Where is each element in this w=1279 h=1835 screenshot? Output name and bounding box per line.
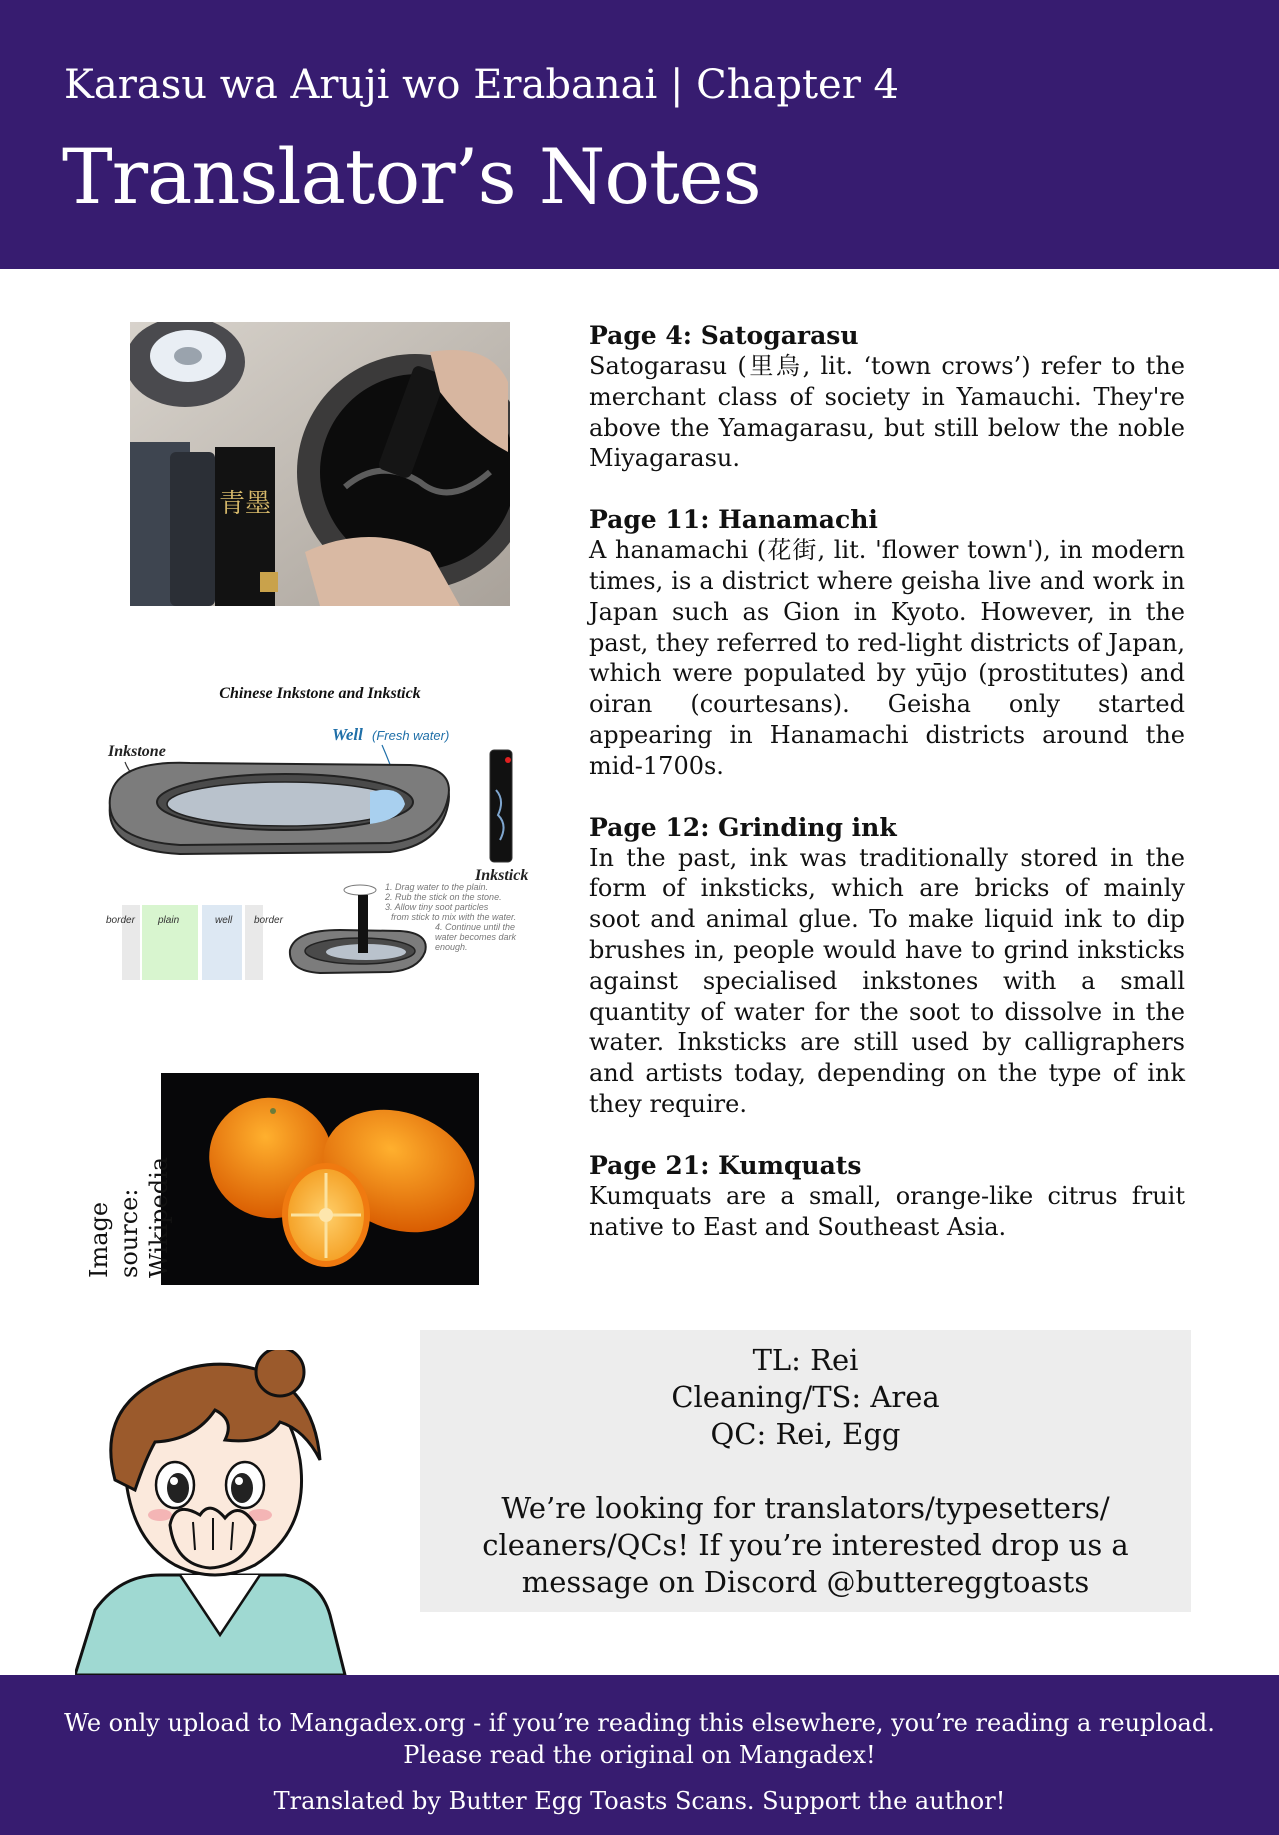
footer-upload-notice: We only upload to Mangadex.org - if you’re reading this elsewhere, you’re reading a reupload. <box>64 1709 1215 1737</box>
credit-translator: TL: Rei <box>752 1343 859 1377</box>
note-heading: Page 12: Grinding ink <box>589 812 897 842</box>
step-text-5: 4. Continue until the <box>435 922 516 932</box>
page-title: Translator’s Notes <box>62 132 761 221</box>
strip-label-border-left: border <box>106 915 135 926</box>
note-heading: Page 4: Satogarasu <box>589 321 859 350</box>
well-note: (Fresh water) <box>372 728 450 743</box>
image-source-caption <box>84 1118 174 1278</box>
strip-label-border-right: border <box>254 915 283 926</box>
inkstone-label: Inkstone <box>108 743 166 760</box>
footer-credit-line: Translated by Butter Egg Toasts Scans. Support the author! <box>273 1787 1006 1815</box>
note-heading: Page 11: Hanamachi <box>589 505 878 535</box>
step-text-3: 3. Allow tiny soot particles <box>385 902 489 912</box>
notes-column <box>589 320 1185 1272</box>
credit-cleaning-typesetting: Cleaning/TS: Area <box>671 1380 940 1414</box>
well-label: Well <box>332 725 363 744</box>
image-source-name: Wikipedia <box>145 1156 173 1278</box>
note-grinding-ink <box>589 812 1185 1120</box>
step-text-6: water becomes dark <box>435 932 517 942</box>
strip-label-plain: plain <box>158 915 180 926</box>
inkstick-characters: 青墨 <box>218 489 272 519</box>
inkstone-diagram <box>100 680 540 990</box>
credit-qc: QC: Rei, Egg <box>710 1417 901 1451</box>
recruit-line-2: cleaners/QCs! If you’re interested drop us a <box>482 1528 1129 1562</box>
note-body: In the past, ink was traditionally stored in the form of inksticks, which are bricks of mainly soot and animal glue. To make liquid ink to dip brushes in, people would have to grind inksticks against specialised inkstones with a small quantity of water for the soot to dissolve in the water. Inksticks are still used by calligraphers and artists today, depending on the type of ink they require. <box>589 843 1185 1118</box>
credits-box <box>420 1330 1191 1612</box>
step-text-4: from stick to mix with the water. <box>391 912 517 922</box>
recruit-line-3: message on Discord @buttereggtoasts <box>521 1565 1090 1599</box>
footer-read-original: Please read the original on Mangadex! <box>403 1741 876 1769</box>
diagram-title: Chinese Inkstone and Inkstick <box>219 685 421 702</box>
step-text-1: 1. Drag water to the plain. <box>385 882 489 892</box>
character-illustration <box>75 1350 375 1675</box>
note-body: Satogarasu (里烏, lit. ‘town crows’) refer to the merchant class of society in Yamauchi. They're above the Yamagarasu, but still below the noble Miyagarasu. <box>589 352 1185 473</box>
recruitment-message <box>420 1490 1191 1601</box>
series-chapter-title: Karasu wa Aruji wo Erabanai | Chapter 4 <box>64 62 899 108</box>
strip-label-well: well <box>215 915 233 926</box>
note-body: A hanamachi (花街, lit. 'flower town'), in modern times, is a district where geisha live and work in Japan such as Gion in Kyoto. However, in the past, they referred to red-light districts of Japan, which were populated by yūjo (prostitutes) and oiran (courtesans). Geisha only started appearing in Hanamachi districts around the mid-1700s. <box>589 536 1185 780</box>
note-satogarasu <box>589 320 1185 474</box>
recruit-line-1: We’re looking for translators/typesetters/ <box>501 1491 1110 1525</box>
header-banner <box>0 0 1279 269</box>
inkstone-photo <box>130 322 510 606</box>
credits-roles <box>420 1342 1191 1453</box>
note-body: Kumquats are a small, orange-like citrus fruit native to East and Southeast Asia. <box>589 1181 1185 1241</box>
footer-banner <box>0 1675 1279 1835</box>
inkstick-label: Inkstick <box>475 867 529 884</box>
step-text-2: 2. Rub the stick on the stone. <box>385 892 502 902</box>
note-hanamachi <box>589 504 1185 781</box>
note-heading: Page 21: Kumquats <box>589 1150 862 1180</box>
kumquat-photo <box>161 1073 479 1285</box>
note-kumquats <box>589 1150 1185 1243</box>
step-text-7: enough. <box>435 942 468 952</box>
image-source-label: Image source: <box>85 1188 143 1278</box>
